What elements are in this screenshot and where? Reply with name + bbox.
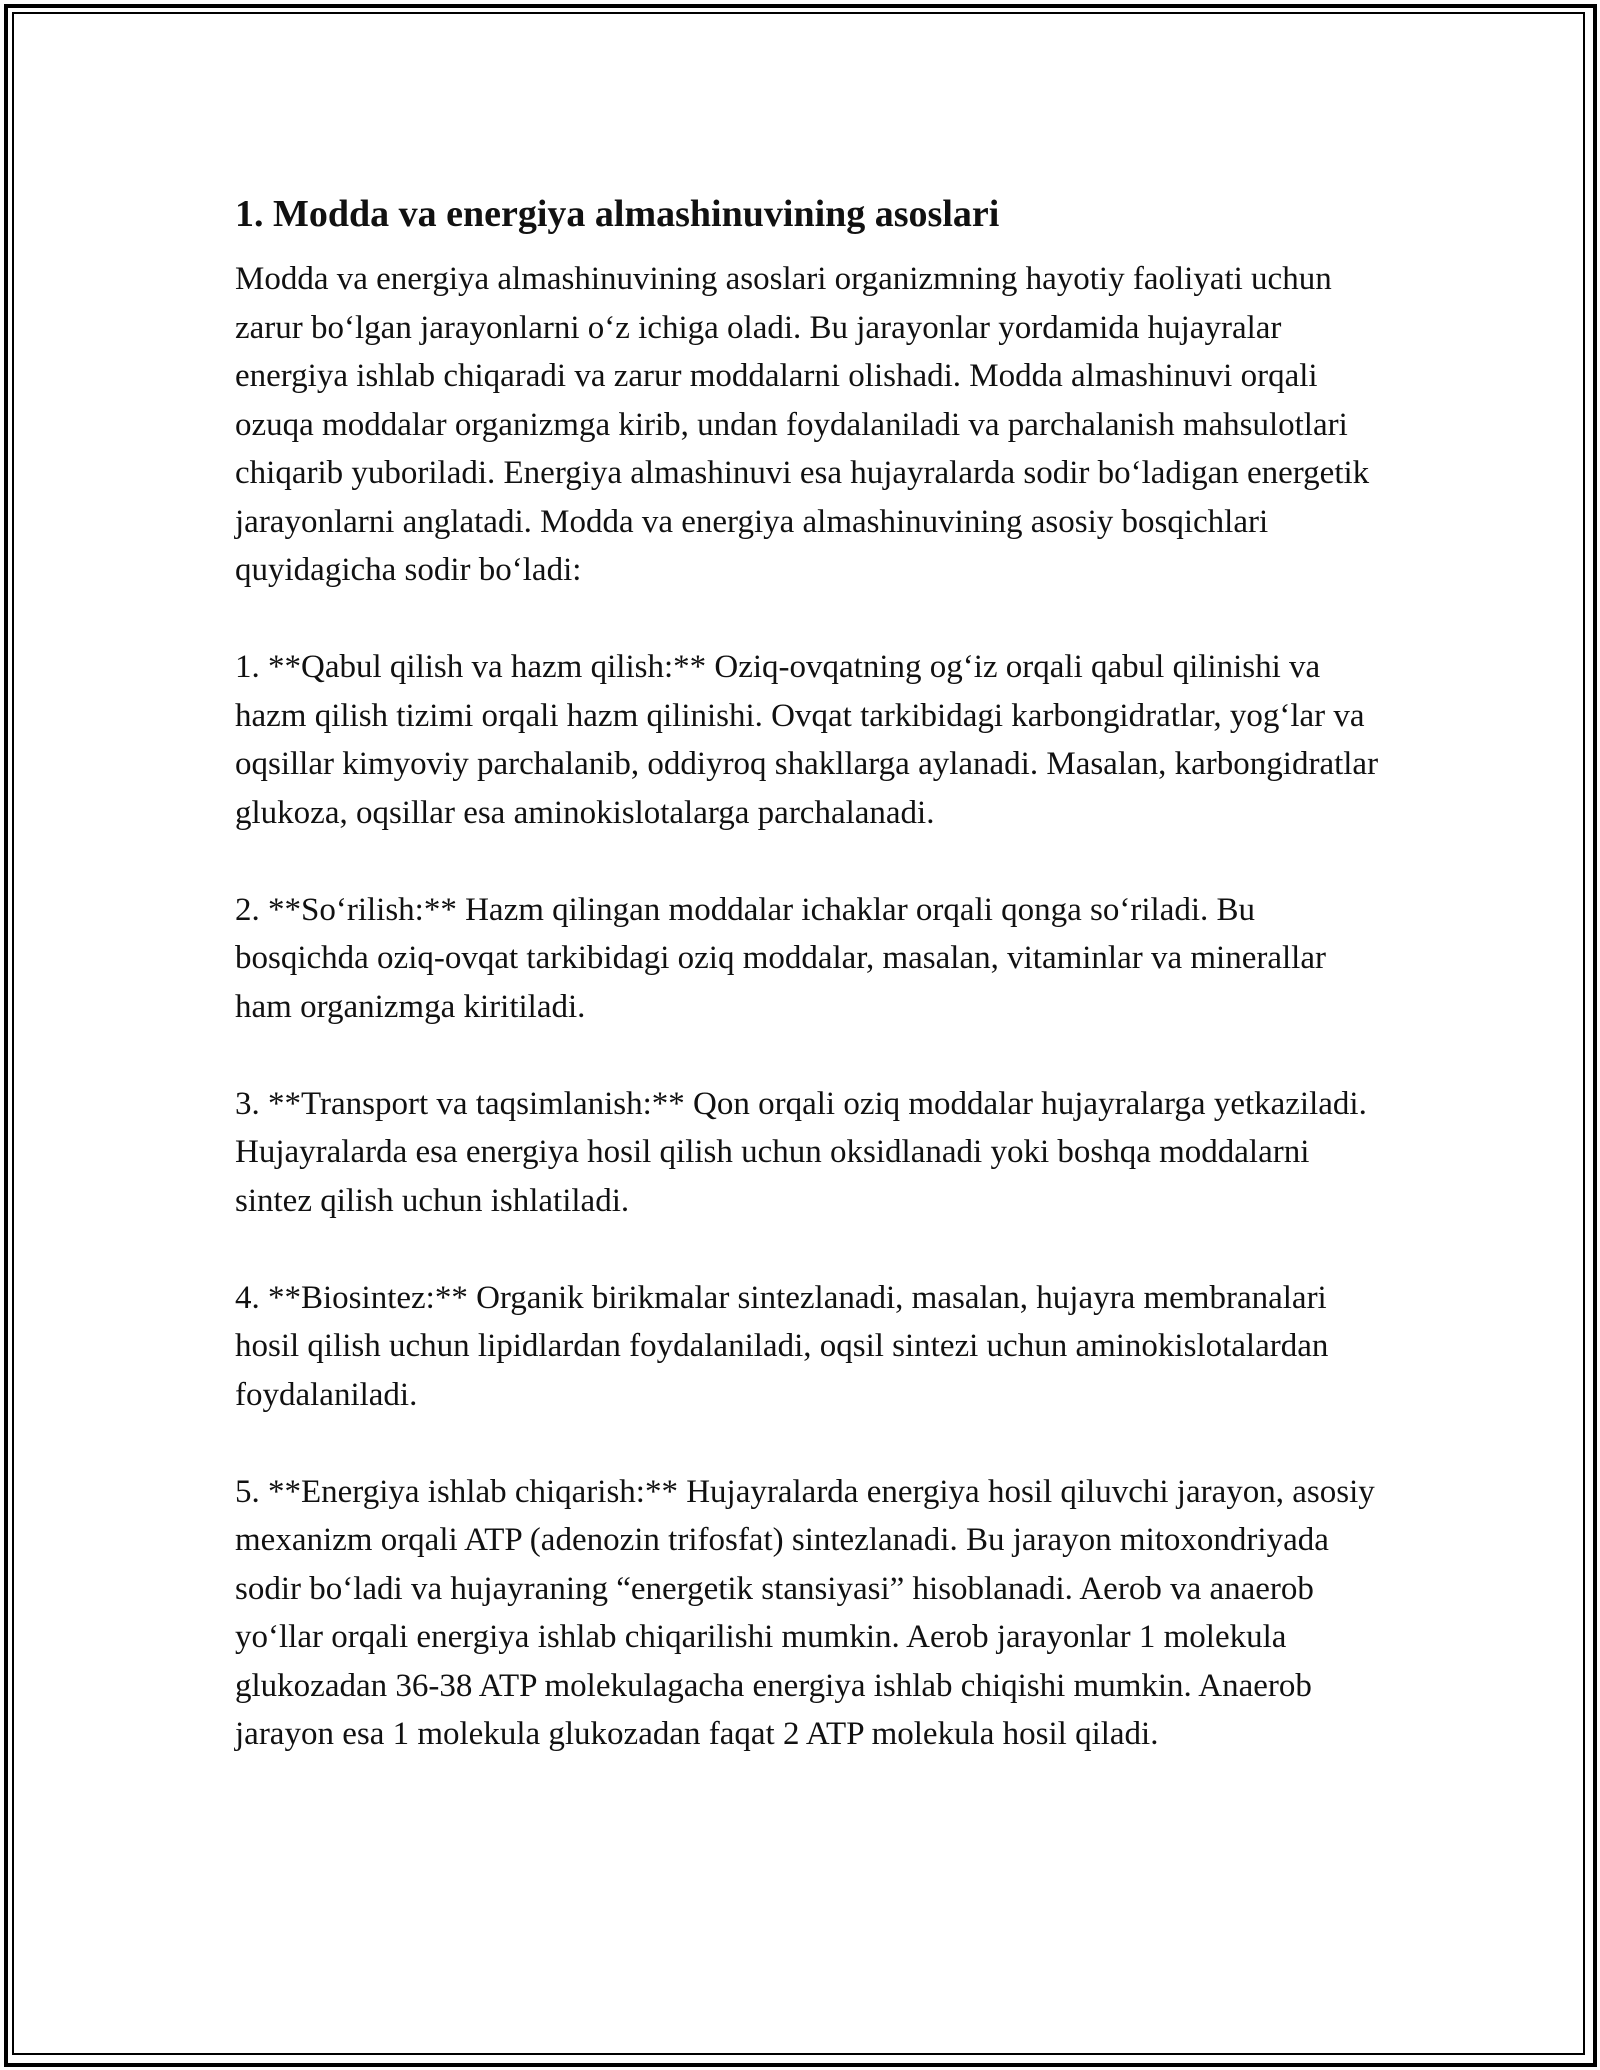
- section-heading: 1. Modda va energiya almashinuvining asoslari: [235, 193, 1000, 235]
- intro-paragraph: Modda va energiya almashinuvining asoslari organizmning hayotiy faoliyati uchun zarur bo‘lgan jarayonlarni o‘z ichiga oladi. Bu jarayonlar yordamida hujayralar energiya ishlab chiqaradi va zarur moddalarni olishadi. Modda almashinuvi orqali ozuqa moddalar organizmga kirib, undan foydalaniladi va parchalanish mahsulotlari chiqarib yuboriladi. Energiya almashinuvi esa hujayralarda sodir bo‘ladigan energetik jarayonlarni anglatadi. Modda va energiya almashinuvining asosiy bosqichlari quyidagicha sodir bo‘ladi:: [235, 261, 1370, 588]
- step-4-paragraph: 4. **Biosintez:** Organik birikmalar sintezlanadi, masalan, hujayra membranalari hosil qilish uchun lipidlardan foydalaniladi, oqsil sintezi uchun aminokislotalardan foydalaniladi.: [235, 1279, 1329, 1413]
- step-5-paragraph: 5. **Energiya ishlab chiqarish:** Hujayralarda energiya hosil qiluvchi jarayon, asosiy mexanizm orqali ATP (adenozin trifosfat) sintezlanadi. Bu jarayon mitoxondriyada sodir bo‘ladi va hujayraning “energetik stansiyasi” hisoblanadi. Aerob va anaerob yo‘llar orqali energiya ishlab chiqarilishi mumkin. Aerob jarayonlar 1 molekula glukozadan 36-38 ATP molekulagacha energiya ishlab chiqishi mumkin. Anaerob jarayon esa 1 molekula glukozadan faqat 2 ATP molekula hosil qiladi.: [235, 1473, 1375, 1752]
- step-3-paragraph: 3. **Transport va taqsimlanish:** Qon orqali oziq moddalar hujayralarga yetkaziladi. Hujayralarda esa energiya hosil qilish uchun oksidlanadi yoki boshqa moddalarni sintez qilish uchun ishlatiladi.: [235, 1085, 1367, 1219]
- step-1-paragraph: 1. **Qabul qilish va hazm qilish:** Oziq-ovqatning og‘iz orqali qabul qilinishi va hazm qilish tizimi orqali hazm qilinishi. Ovqat tarkibidagi karbongidratlar, yog‘lar va oqsillar kimyoviy parchalanib, oddiyroq shakllarga aylanadi. Masalan, karbongidratlar glukoza, oqsillar esa aminokislotalarga parchalanadi.: [235, 649, 1379, 831]
- document-body: [235, 185, 1380, 1807]
- step-2-paragraph: 2. **So‘rilish:** Hazm qilingan moddalar ichaklar orqali qonga so‘riladi. Bu bosqichda oziq-ovqat tarkibidagi oziq moddalar, masalan, vitaminlar va minerallar ham organizmga kiritiladi.: [235, 891, 1326, 1025]
